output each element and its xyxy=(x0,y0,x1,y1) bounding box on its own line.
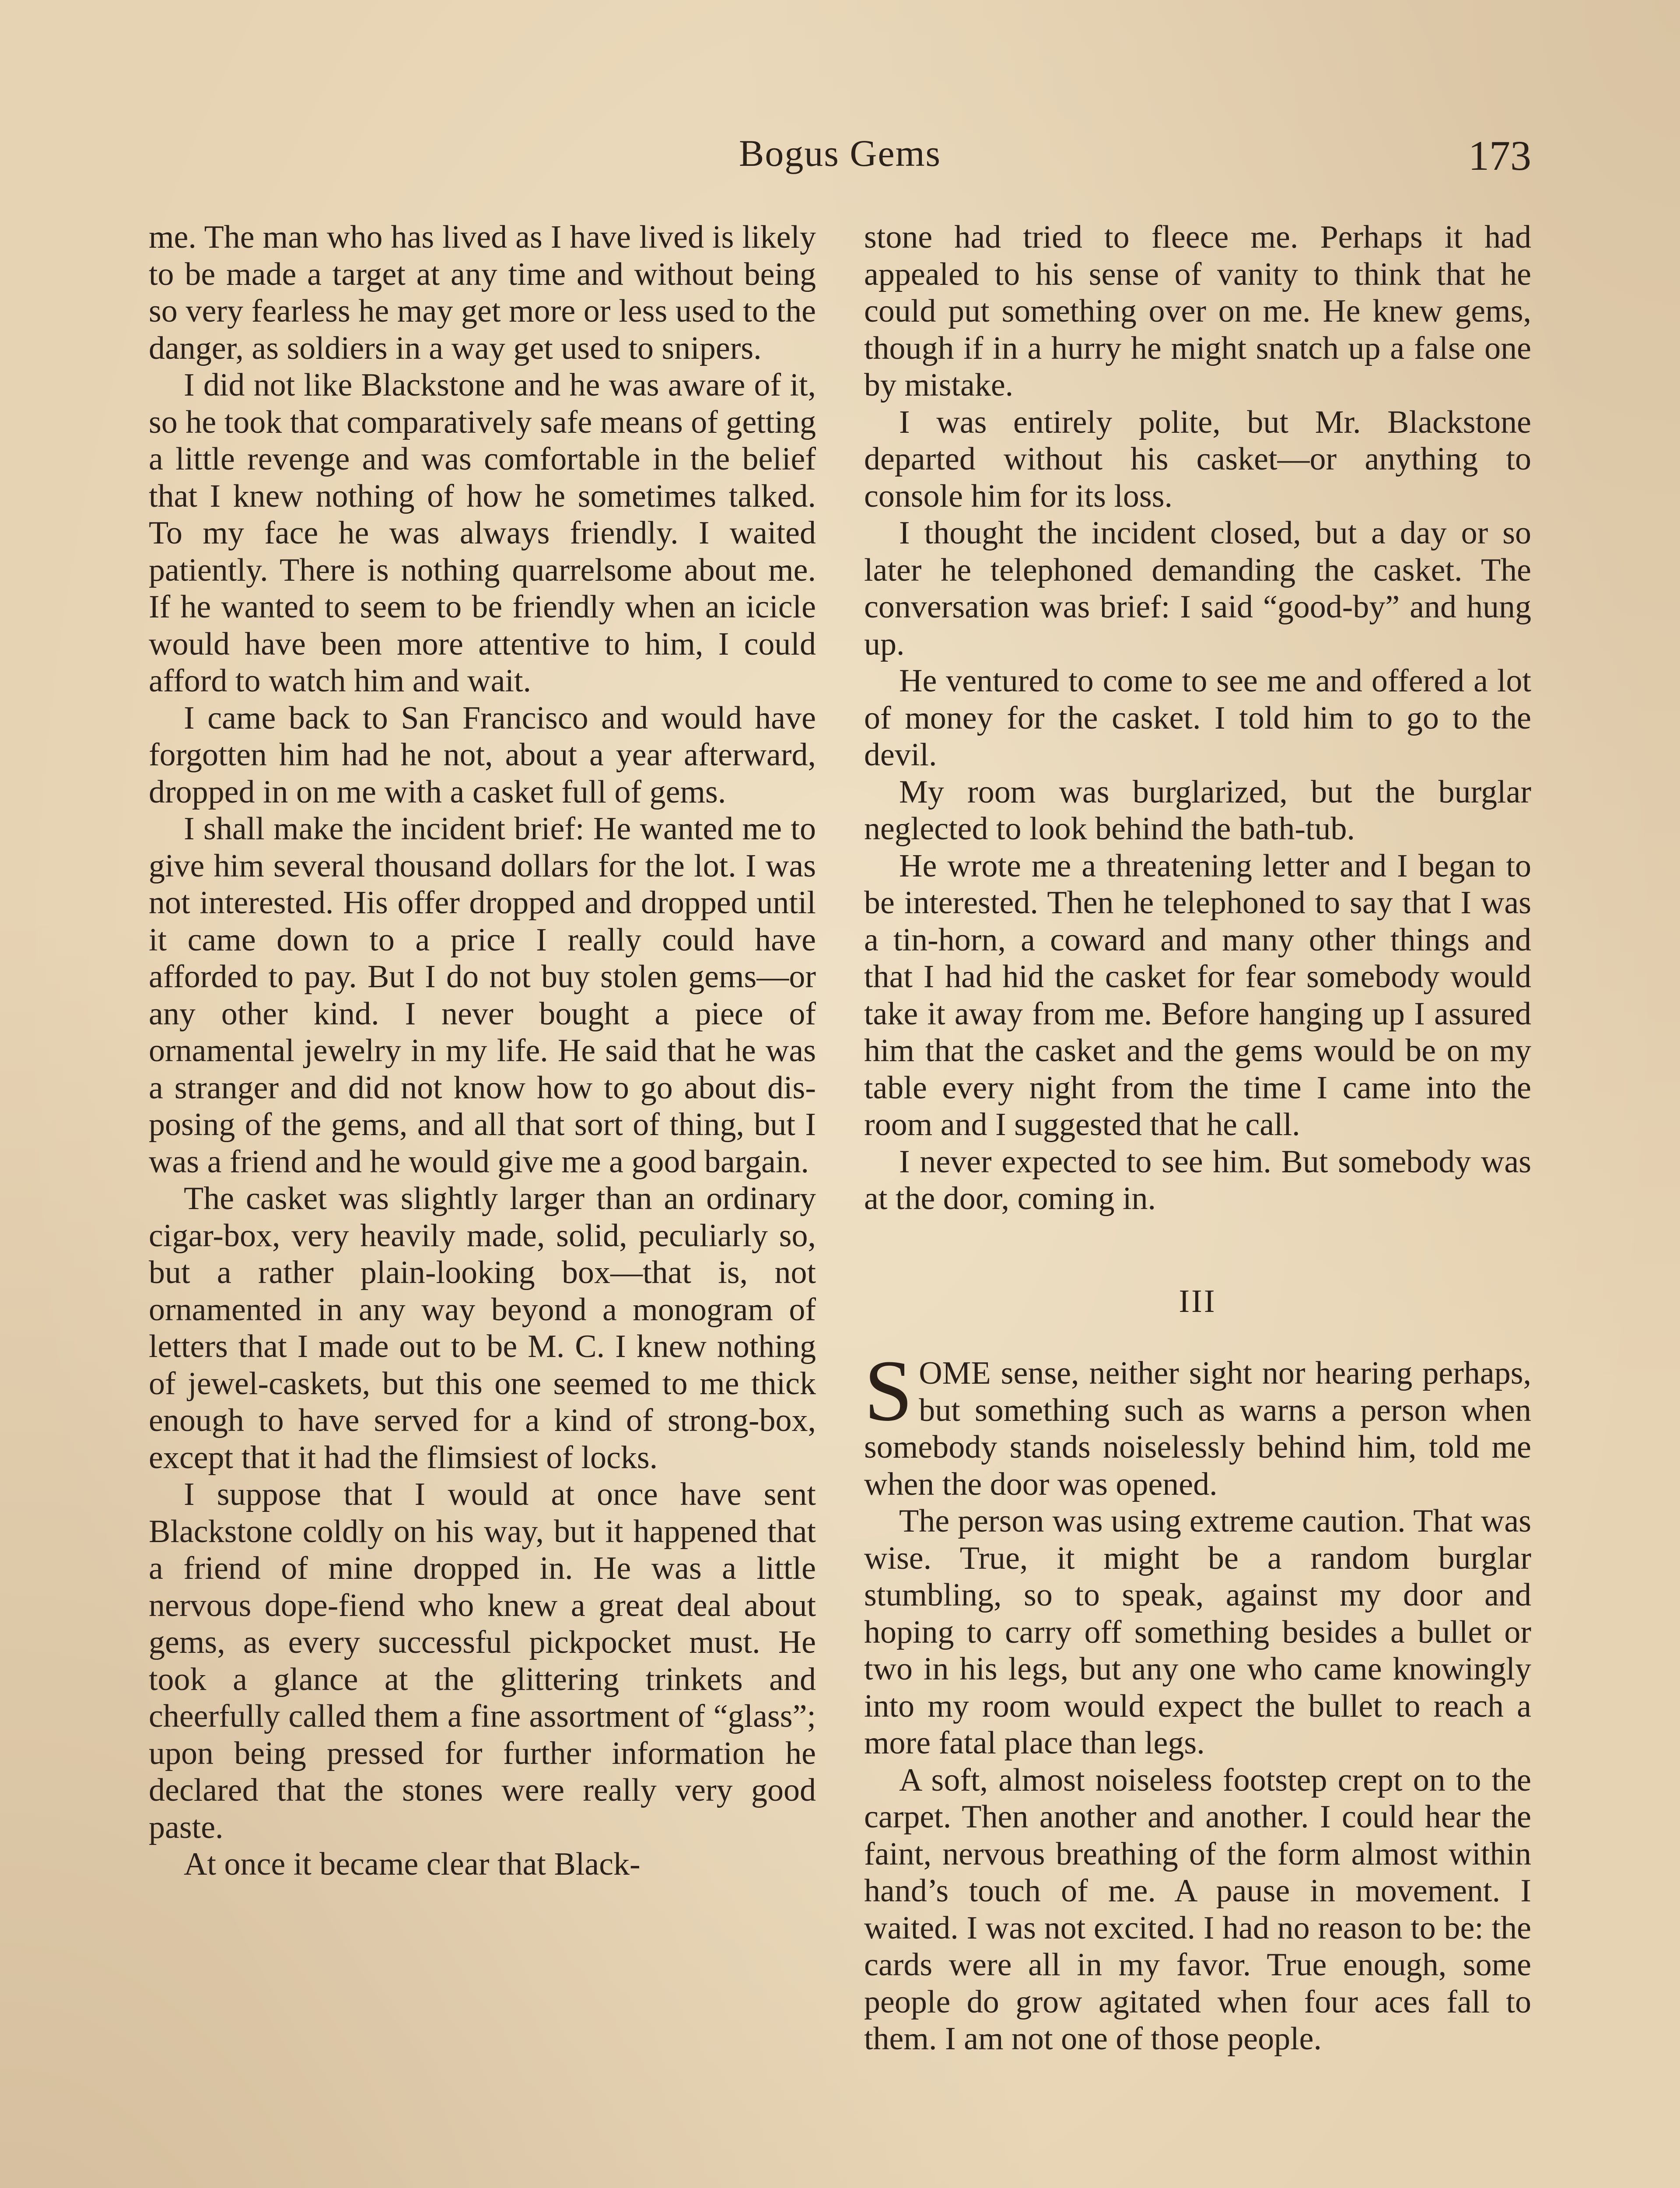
paragraph: He wrote me a threatening letter and I began to be interested. Then he telephoned to say that I was a tin-horn, a coward and many other things and that I had hid the casket for fear somebody would take it away from me. Before hanging up I assured him that the casket and the gems would be on my table every night from the time I came into the room and I suggested that he call. xyxy=(864,848,1531,1143)
paragraph: A soft, almost noiseless footstep crept on to the carpet. Then another and another. I could hear the faint, nervous breathing of the form almost within hand’s touch of me. A pause in movement. I waited. I was not excited. I had no reason to be: the cards were all in my favor. True enough, some people do grow agitated when four aces fall to them. I am not one of those people. xyxy=(864,1762,1531,2057)
left-column xyxy=(149,219,816,2188)
paragraph: My room was burglarized, but the burglar neglected to look behind the bath-tub. xyxy=(864,774,1531,847)
paragraph: The casket was slightly larger than an ordinary cigar-box, very heavily made, solid, peculiarly so, but a rather plain-looking box—that is, not ornamented in any way beyond a monogram of letters that I made out to be M. C. I knew nothing of jewel-caskets, but this one seemed to me thick enough to have served for a kind of strong-box, except that it had the flimsiest of locks. xyxy=(149,1181,816,1476)
paragraph: The person was using extreme caution. That was wise. True, it might be a random burglar stumbling, so to speak, against my door and hoping to carry off something besides a bullet or two in his legs, but any one who came knowingly into my room would expect the bullet to reach a more fatal place than legs. xyxy=(864,1503,1531,1761)
paragraph: At once it became clear that Black- xyxy=(184,1846,640,1882)
paragraph: I suppose that I would at once have sent Blackstone coldly on his way, but it happened that a friend of mine dropped in. He was a little nervous dope-fiend who knew a great deal about gems, as every successful pickpocket must. He took a glance at the glittering trinkets and cheerfully called them a fine assortment of “glass”; upon being pressed for further information he declared that the stones were really very good paste. xyxy=(149,1476,816,1845)
dropcap-paragraph xyxy=(864,1343,1531,1503)
paragraph: I thought the incident closed, but a day or so later he telephoned demanding the casket. The conversation was brief: I said “good-by” and hung up. xyxy=(864,515,1531,662)
paragraph: I did not like Blackstone and he was aware of it, so he took that comparatively safe means of getting a little revenge and was comfortable in the belief that I knew nothing of how he sometimes talked. To my face he was always friendly. I waited patiently. There is nothing quarrelsome about me. If he wanted to seem to be friendly when an icicle would have been more attentive to him, I could afford to watch him and wait. xyxy=(149,367,816,699)
right-column xyxy=(864,219,1531,2188)
dropcap-paragraph-text: OME sense, neither sight nor hearing perhaps, but something such as warns a person when somebody stands noiselessly behind him, told me when the door was opened. xyxy=(864,1355,1531,1502)
paragraph: I came back to San Francisco and would have forgotten him had he not, about a year afterward, dropped in on me with a casket full of gems. xyxy=(149,700,816,810)
page-header xyxy=(149,131,1531,184)
paragraph: He ventured to come to see me and offered a lot of money for the casket. I told him to go to the devil. xyxy=(864,663,1531,773)
paragraph: stone had tried to fleece me. Perhaps it had appealed to his sense of vanity to think that he could put something over on me. He knew gems, though if in a hurry he might snatch up a false one by mistake. xyxy=(864,219,1531,403)
paragraph: I never expected to see him. But somebody was at the door, coming in. xyxy=(864,1143,1531,1217)
section-heading: III xyxy=(1179,1283,1217,1319)
running-title: Bogus Gems xyxy=(739,132,941,174)
paragraph: me. The man who has lived as I have lived is likely to be made a target at any time and without being so very fearless he may get more or less used to the danger, as soldiers in a way get used to snipers. xyxy=(149,219,816,366)
page-number: 173 xyxy=(1468,132,1531,179)
paragraph: I was entirely polite, but Mr. Blackstone departed without his casket—or anything to console him for its loss. xyxy=(864,404,1531,514)
drop-cap: S xyxy=(864,1343,913,1439)
paragraph: I shall make the incident brief: He wanted me to give him several thousand dollars for the lot. I was not interested. His offer dropped and dropped until it came down to a price I really could have afforded to pay. But I do not buy stolen gems—or any other kind. I never bought a piece of ornamental jewelry in my life. He said that he was a stranger and did not know how to go about disposing of the gems, and all that sort of thing, but I was a friend and he would give me a good bargain. xyxy=(149,811,816,1180)
